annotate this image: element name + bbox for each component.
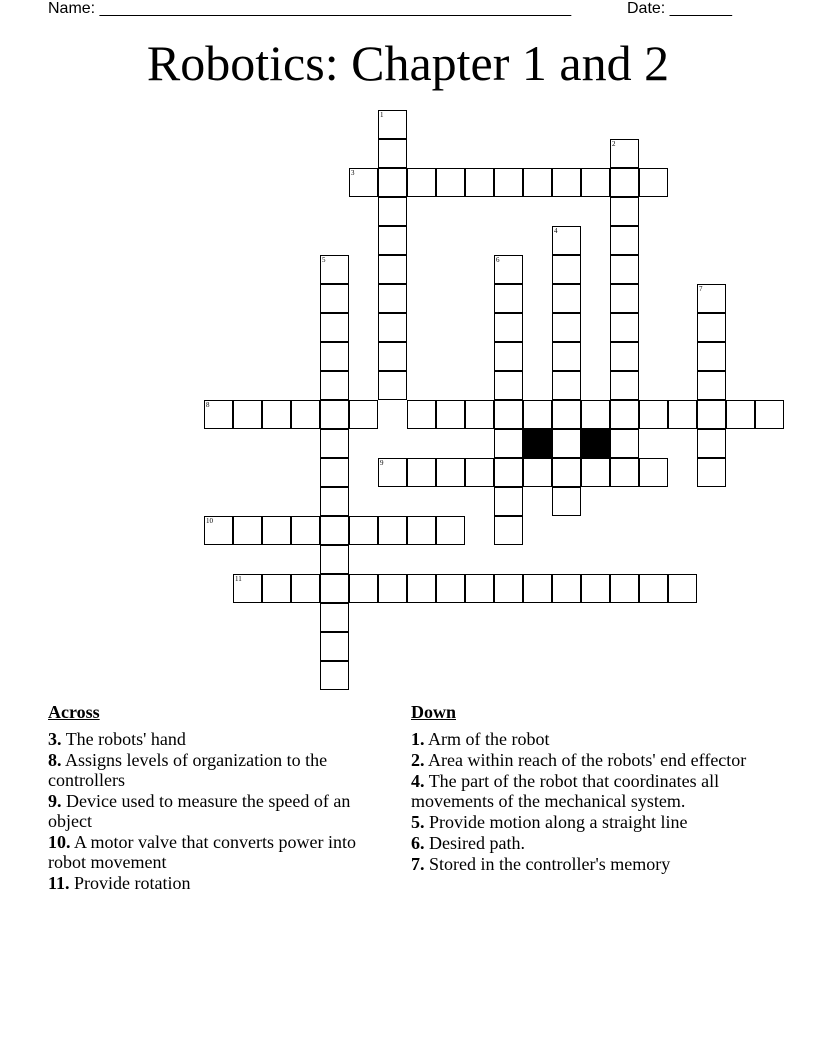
cell-number: 4 <box>554 227 558 235</box>
crossword-cell[interactable] <box>407 168 436 197</box>
crossword-cell[interactable] <box>523 400 552 429</box>
crossword-cell[interactable] <box>552 458 581 487</box>
clue-text: Desired path. <box>429 833 525 853</box>
crossword-cell[interactable] <box>320 313 349 342</box>
crossword-cell[interactable] <box>349 516 378 545</box>
crossword-cell[interactable] <box>233 400 262 429</box>
cell-number: 2 <box>612 140 616 148</box>
crossword-cell[interactable] <box>610 255 639 284</box>
crossword-cell[interactable] <box>407 516 436 545</box>
crossword-cell[interactable] <box>610 458 639 487</box>
crossword-cell[interactable] <box>465 574 494 603</box>
crossword-cell[interactable] <box>552 371 581 400</box>
crossword-cell[interactable] <box>378 313 407 342</box>
clue-text: Area within reach of the robots' end effector <box>428 750 747 770</box>
crossword-cell[interactable] <box>552 313 581 342</box>
crossword-cell[interactable] <box>291 574 320 603</box>
crossword-cell[interactable] <box>494 255 523 284</box>
crossword-cell[interactable] <box>262 400 291 429</box>
clue-number: 6. <box>411 833 425 853</box>
crossword-cell[interactable] <box>697 342 726 371</box>
clue-number: 11. <box>48 873 70 893</box>
clue-text: Provide rotation <box>74 873 191 893</box>
clue-number: 1. <box>411 729 425 749</box>
clue-text: Provide motion along a straight line <box>429 812 688 832</box>
crossword-cell[interactable] <box>320 255 349 284</box>
crossword-cell[interactable] <box>494 574 523 603</box>
crossword-cell[interactable] <box>668 574 697 603</box>
crossword-cell[interactable] <box>349 400 378 429</box>
crossword-cell[interactable] <box>291 400 320 429</box>
crossword-cell[interactable] <box>581 168 610 197</box>
crossword-cell[interactable] <box>233 574 262 603</box>
crossword-cell[interactable] <box>610 139 639 168</box>
crossword-cell[interactable] <box>378 342 407 371</box>
crossword-cell[interactable] <box>581 400 610 429</box>
black-cell <box>581 429 610 458</box>
crossword-cell[interactable] <box>320 632 349 661</box>
crossword-cell[interactable] <box>552 342 581 371</box>
crossword-cell[interactable] <box>407 458 436 487</box>
crossword-cell[interactable] <box>494 516 523 545</box>
crossword-cell[interactable] <box>349 168 378 197</box>
crossword-cell[interactable] <box>378 516 407 545</box>
crossword-cell[interactable] <box>320 400 349 429</box>
across-clue <box>48 832 393 872</box>
crossword-cell[interactable] <box>552 226 581 255</box>
crossword-cell[interactable] <box>407 400 436 429</box>
crossword-cell[interactable] <box>494 284 523 313</box>
crossword-cell[interactable] <box>755 400 784 429</box>
down-clue <box>411 729 771 749</box>
crossword-cell[interactable] <box>552 255 581 284</box>
across-clues <box>48 702 393 894</box>
crossword-cell[interactable] <box>320 342 349 371</box>
crossword-cell[interactable] <box>465 168 494 197</box>
cell-number: 7 <box>699 285 703 293</box>
crossword-cell[interactable] <box>465 458 494 487</box>
crossword-cell[interactable] <box>552 429 581 458</box>
crossword-cell[interactable] <box>378 226 407 255</box>
down-clue <box>411 854 771 874</box>
crossword-cell[interactable] <box>204 400 233 429</box>
crossword-cell[interactable] <box>349 574 378 603</box>
clue-text: Stored in the controller's memory <box>429 854 671 874</box>
clue-text: The robots' hand <box>65 729 186 749</box>
crossword-cell[interactable] <box>523 168 552 197</box>
crossword-cell[interactable] <box>610 313 639 342</box>
down-clue <box>411 812 771 832</box>
crossword-cell[interactable] <box>639 458 668 487</box>
crossword-cell[interactable] <box>320 603 349 632</box>
crossword-cell[interactable] <box>436 458 465 487</box>
across-clue <box>48 873 393 893</box>
crossword-cell[interactable] <box>726 400 755 429</box>
crossword-cell[interactable] <box>436 400 465 429</box>
down-clue <box>411 750 771 770</box>
crossword-cell[interactable] <box>610 429 639 458</box>
crossword-cell[interactable] <box>494 342 523 371</box>
crossword-cell[interactable] <box>523 458 552 487</box>
crossword-cell[interactable] <box>407 574 436 603</box>
crossword-cell[interactable] <box>697 400 726 429</box>
clue-number: 5. <box>411 812 425 832</box>
crossword-cell[interactable] <box>262 574 291 603</box>
crossword-cell[interactable] <box>320 574 349 603</box>
crossword-cell[interactable] <box>697 371 726 400</box>
name-field-label: Name: _____________________________________________________ <box>48 0 572 17</box>
crossword-cell[interactable] <box>494 371 523 400</box>
crossword-cell[interactable] <box>610 574 639 603</box>
clue-text: Assigns levels of organization to the controllers <box>48 750 328 790</box>
clue-number: 8. <box>48 750 62 770</box>
crossword-cell[interactable] <box>320 545 349 574</box>
down-heading: Down <box>411 702 457 722</box>
crossword-cell[interactable] <box>610 342 639 371</box>
clue-number: 4. <box>411 771 425 791</box>
crossword-cell[interactable] <box>610 226 639 255</box>
crossword-cell[interactable] <box>639 574 668 603</box>
crossword-cell[interactable] <box>291 516 320 545</box>
cell-number: 6 <box>496 256 500 264</box>
cell-number: 8 <box>206 401 210 409</box>
down-clue <box>411 833 771 853</box>
crossword-cell[interactable] <box>436 574 465 603</box>
crossword-cell[interactable] <box>320 371 349 400</box>
clue-text: Device used to measure the speed of an object <box>48 791 351 831</box>
crossword-cell[interactable] <box>552 168 581 197</box>
down-clues <box>411 702 771 875</box>
crossword-cell[interactable] <box>494 400 523 429</box>
clue-number: 2. <box>411 750 425 770</box>
clue-text: A motor valve that converts power into robot movement <box>48 832 356 872</box>
across-clue <box>48 750 393 790</box>
cell-number: 1 <box>380 111 384 119</box>
crossword-cell[interactable] <box>494 168 523 197</box>
crossword-cell[interactable] <box>610 284 639 313</box>
crossword-cell[interactable] <box>320 487 349 516</box>
crossword-cell[interactable] <box>320 284 349 313</box>
cell-number: 11 <box>235 575 242 583</box>
across-clue <box>48 729 393 749</box>
crossword-cell[interactable] <box>378 371 407 400</box>
crossword-cell[interactable] <box>465 400 494 429</box>
crossword-cell[interactable] <box>697 284 726 313</box>
crossword-cell[interactable] <box>378 458 407 487</box>
crossword-cell[interactable] <box>610 168 639 197</box>
clue-number: 7. <box>411 854 425 874</box>
crossword-cell[interactable] <box>697 313 726 342</box>
crossword-cell[interactable] <box>610 400 639 429</box>
crossword-cell[interactable] <box>552 487 581 516</box>
crossword-cell[interactable] <box>378 110 407 139</box>
crossword-cell[interactable] <box>697 458 726 487</box>
crossword-cell[interactable] <box>552 574 581 603</box>
crossword-cell[interactable] <box>378 284 407 313</box>
crossword-cell[interactable] <box>639 400 668 429</box>
crossword-cell[interactable] <box>552 284 581 313</box>
crossword-cell[interactable] <box>378 255 407 284</box>
cell-number: 5 <box>322 256 326 264</box>
crossword-cell[interactable] <box>320 458 349 487</box>
cell-number: 10 <box>206 517 213 525</box>
crossword-cell[interactable] <box>697 429 726 458</box>
crossword-cell[interactable] <box>436 516 465 545</box>
clue-number: 9. <box>48 791 62 811</box>
crossword-cell[interactable] <box>668 400 697 429</box>
date-field-label: Date: _______ <box>627 0 732 17</box>
crossword-cell[interactable] <box>552 400 581 429</box>
crossword-cell[interactable] <box>378 574 407 603</box>
crossword-cell[interactable] <box>494 313 523 342</box>
clue-number: 3. <box>48 729 62 749</box>
crossword-cell[interactable] <box>494 429 523 458</box>
crossword-cell[interactable] <box>204 516 233 545</box>
across-heading: Across <box>48 702 100 722</box>
crossword-cell[interactable] <box>378 197 407 226</box>
crossword-cell[interactable] <box>436 168 465 197</box>
crossword-cell[interactable] <box>610 371 639 400</box>
clue-number: 10. <box>48 832 71 852</box>
black-cell <box>523 429 552 458</box>
down-clue <box>411 771 771 811</box>
crossword-cell[interactable] <box>581 574 610 603</box>
crossword-cell[interactable] <box>639 168 668 197</box>
cell-number: 3 <box>351 169 355 177</box>
crossword-cell[interactable] <box>581 458 610 487</box>
crossword-cell[interactable] <box>494 458 523 487</box>
crossword-cell[interactable] <box>378 139 407 168</box>
crossword-cell[interactable] <box>262 516 291 545</box>
crossword-cell[interactable] <box>610 197 639 226</box>
across-clue <box>48 791 393 831</box>
crossword-cell[interactable] <box>233 516 262 545</box>
crossword-cell[interactable] <box>320 516 349 545</box>
cell-number: 9 <box>380 459 384 467</box>
clue-text: The part of the robot that coordinates all movements of the mechanical system. <box>411 771 720 811</box>
crossword-cell[interactable] <box>378 168 407 197</box>
crossword-cell[interactable] <box>523 574 552 603</box>
crossword-cell[interactable] <box>320 661 349 690</box>
crossword-cell[interactable] <box>320 429 349 458</box>
page-title: Robotics: Chapter 1 and 2 <box>146 35 670 91</box>
clue-text: Arm of the robot <box>428 729 550 749</box>
crossword-cell[interactable] <box>494 487 523 516</box>
